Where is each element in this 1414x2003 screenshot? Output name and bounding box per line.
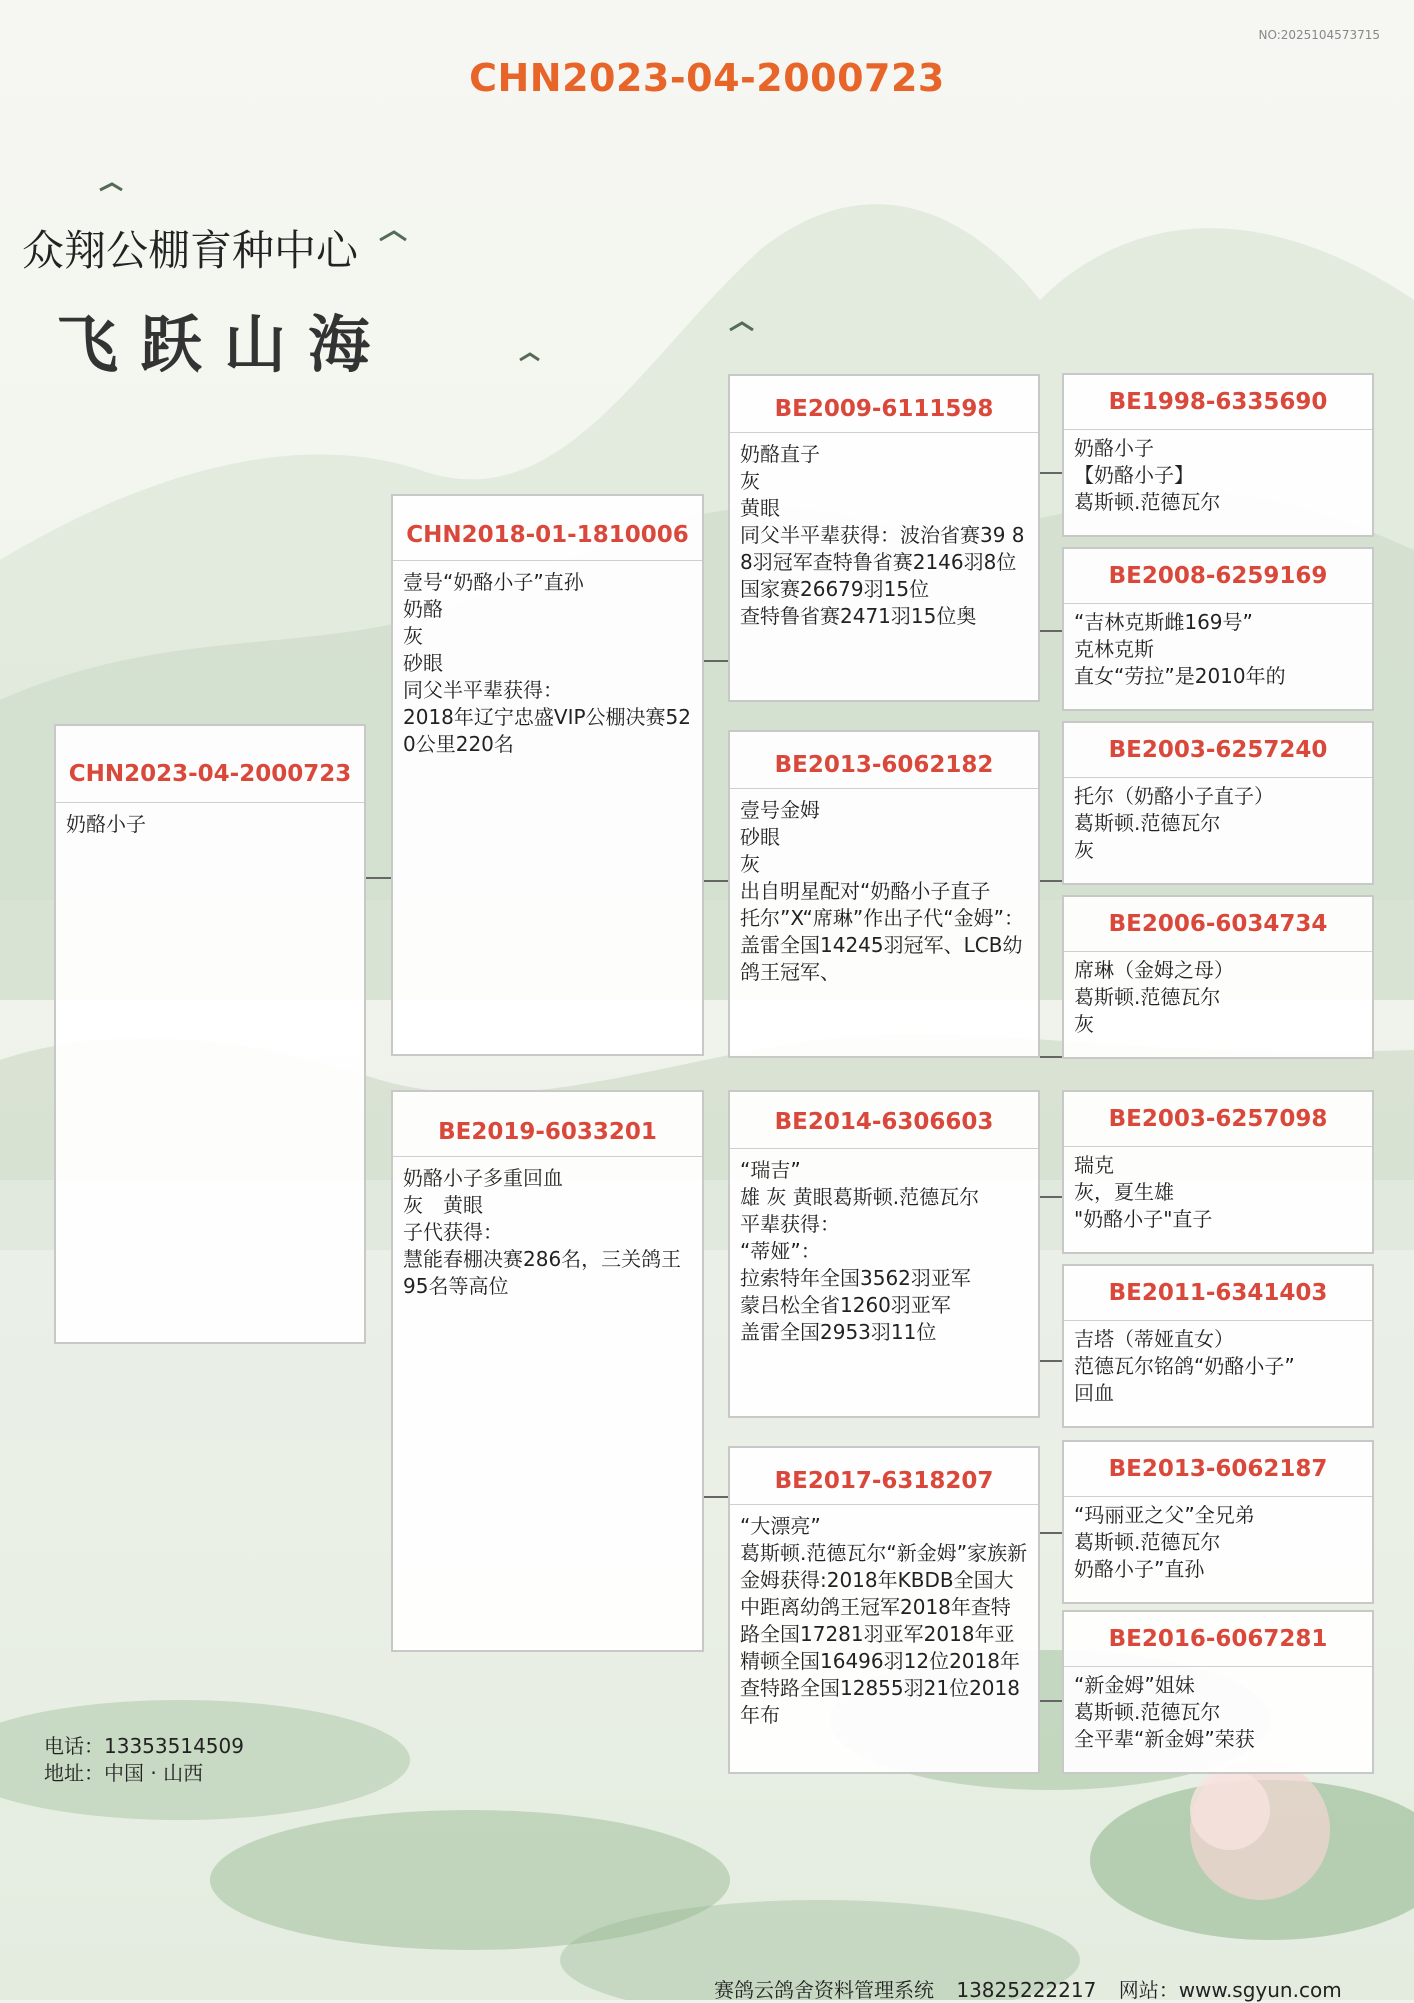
pigeon-description: “吉林克斯雌169号” 克林克斯 直女“劳拉”是2010年的	[1074, 610, 1286, 688]
ring-number: BE2006-6034734	[1064, 897, 1372, 952]
ring-number: CHN2023-04-2000723	[56, 726, 364, 803]
ring-number: BE2008-6259169	[1064, 549, 1372, 604]
connector-line	[1038, 630, 1062, 632]
connector-line	[1038, 880, 1062, 882]
pigeon-card-ssd[interactable]	[1062, 547, 1374, 711]
pigeon-description: 壹号金姆 砂眼 灰 出自明星配对“奶酪小子直子 托尔”X“席琳”作出子代“金姆”：盖雷全国14245羽冠军、LCB幼鸽王冠军、	[740, 798, 1024, 984]
pigeon-description: 瑞克 灰，夏生雄 "奶酪小子"直子	[1074, 1153, 1213, 1231]
loft-name: 众翔公棚育种中心	[22, 226, 359, 275]
ring-number: BE2019-6033201	[393, 1092, 702, 1157]
pigeon-card-sds[interactable]	[1062, 721, 1374, 885]
connector-line	[364, 877, 393, 879]
pigeon-card-dss[interactable]	[1062, 1090, 1374, 1254]
connector-line	[702, 880, 728, 882]
ring-number: BE2014-6306603	[730, 1092, 1038, 1149]
pigeon-card-dsd[interactable]	[1062, 1264, 1374, 1428]
connector-line	[1038, 1700, 1062, 1702]
ring-number: BE2013-6062182	[730, 732, 1038, 789]
pigeon-description: “玛丽亚之父”全兄弟 葛斯顿.范德瓦尔 奶酪小子”直孙	[1074, 1503, 1255, 1581]
connector-line	[1038, 1056, 1062, 1058]
pigeon-description: 奶酪小子多重回血 灰 黄眼 子代获得： 慧能春棚决赛286名，三关鸽王95名等高位	[403, 1166, 682, 1298]
pigeon-description: 奶酪直子 灰 黄眼 同父半平辈获得：波治省赛39 88羽冠军查特鲁省赛2146羽8位国家赛26679羽15位 查特鲁省赛2471羽15位奥	[740, 442, 1025, 628]
ring-number: CHN2018-01-1810006	[393, 496, 702, 561]
connector-line	[1038, 1532, 1062, 1534]
pigeon-card-sire-dam[interactable]	[728, 730, 1040, 1058]
ring-number: BE2009-6111598	[730, 376, 1038, 433]
pigeon-description: “新金姆”姐妹 葛斯顿.范德瓦尔 全平辈“新金姆”荣获	[1074, 1673, 1255, 1751]
pigeon-card-sire[interactable]	[391, 494, 704, 1056]
slogan: 飞跃山海	[56, 308, 393, 381]
pigeon-card-sss[interactable]	[1062, 373, 1374, 537]
pigeon-card-dam-sire[interactable]	[728, 1090, 1040, 1418]
main-ring-number: CHN2023-04-2000723	[469, 56, 945, 100]
ring-number: BE2011-6341403	[1064, 1266, 1372, 1321]
connector-line	[702, 660, 728, 662]
pigeon-card-dam[interactable]	[391, 1090, 704, 1652]
connector-line	[1038, 1196, 1062, 1198]
connector-line	[1038, 1360, 1062, 1362]
pigeon-card-sire-sire[interactable]	[728, 374, 1040, 702]
footer-system-name: 赛鸽云鸽舍资料管理系统	[714, 1978, 934, 2002]
pigeon-description: 奶酪小子 【奶酪小子】 葛斯顿.范德瓦尔	[1074, 436, 1221, 514]
pigeon-description: 托尔（奶酪小子直子） 葛斯顿.范德瓦尔 灰	[1074, 784, 1274, 862]
pigeon-description: 奶酪小子	[66, 812, 146, 836]
pigeon-card-subject[interactable]	[54, 724, 366, 1344]
pigeon-description: “大漂亮” 葛斯顿.范德瓦尔“新金姆”家族新金姆获得:2018年KBDB全国大中距离幼鸽王冠军2018年查特路全国17281羽亚军2018年亚精顿全国16496羽12位2018年查特路全国12855羽21位2018年布	[740, 1514, 1028, 1727]
connector-line	[1038, 472, 1062, 474]
connector-line	[702, 1496, 728, 1498]
pigeon-card-sdd[interactable]	[1062, 895, 1374, 1059]
pigeon-card-ddd[interactable]	[1062, 1610, 1374, 1774]
ring-number: BE2016-6067281	[1064, 1612, 1372, 1667]
contact-phone: 电话：13353514509	[44, 1734, 244, 1758]
ring-number: BE2017-6318207	[730, 1448, 1038, 1505]
contact-address: 地址：中国 · 山西	[44, 1761, 204, 1785]
pigeon-description: 吉塔（蒂娅直女） 范德瓦尔铭鸽“奶酪小子” 回血	[1074, 1327, 1295, 1405]
ring-number: BE2003-6257098	[1064, 1092, 1372, 1147]
document-number: NO:2025104573715	[1258, 28, 1380, 42]
pigeon-description: 席琳（金姆之母） 葛斯顿.范德瓦尔 灰	[1074, 958, 1234, 1036]
footer-website[interactable]: 网站：www.sgyun.com	[1118, 1978, 1342, 2002]
footer-phone: 13825222217	[956, 1978, 1097, 2002]
pigeon-card-dam-dam[interactable]	[728, 1446, 1040, 1774]
ring-number: BE2013-6062187	[1064, 1442, 1372, 1497]
footer	[714, 1974, 1358, 2003]
pigeon-description: 壹号“奶酪小子”直孙 奶酪 灰 砂眼 同父半平辈获得： 2018年辽宁忠盛VIP公棚决赛520公里220名	[403, 570, 691, 756]
ring-number: BE2003-6257240	[1064, 723, 1372, 778]
ring-number: BE1998-6335690	[1064, 375, 1372, 430]
pigeon-card-dds[interactable]	[1062, 1440, 1374, 1604]
pigeon-description: “瑞吉” 雄 灰 黄眼葛斯顿.范德瓦尔 平辈获得： “蒂娅”： 拉索特年全国3562羽亚军 蒙吕松全省1260羽亚军 盖雷全国2953羽11位	[740, 1158, 980, 1344]
